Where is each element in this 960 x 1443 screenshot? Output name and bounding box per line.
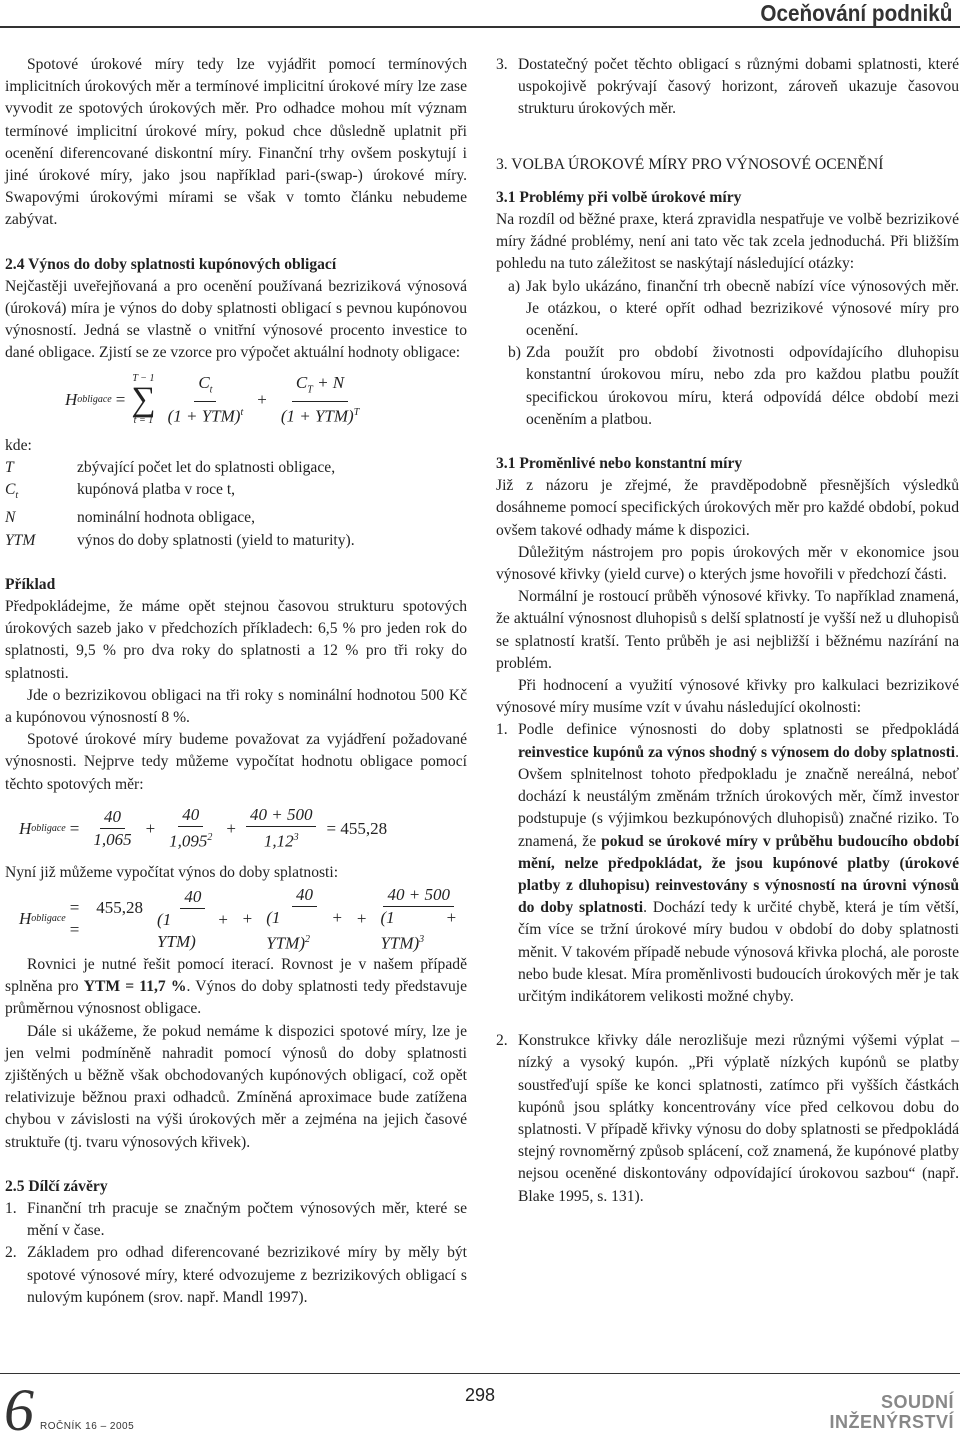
list-item: b) Zda použít pro období životnosti odpovídajícího dluhopisu konstantní úrokovou míru, nebo zda pro každou platbu použít specifickou úrokovou míru, která odpovídá délce období mezi oceněním a platbou. xyxy=(508,344,959,428)
paragraph: Spotové úrokové míry budeme považovat za vyjádření požadované výnosnosti. Nejprve tedy můžeme vypočítat hodnotu obligace pomocí těchto spotových měr: xyxy=(5,731,467,793)
fraction: $\frac{40 + 500}{1,12^3}$ xyxy=(246,804,316,853)
paragraph: Dále si ukážeme, že pokud nemáme k dispozici spotové míry, lze je jen velmi podmíněně nahradit pomocí výnosů do doby splatnosti zjištěných u běžně však obchodovaných kupónových obligací, což opět relativizuje běžnou praxi odhadců. Zmíněná aproximace bude zatížena chybou v závislosti na výši úrokových měr a zejména na jejich časové struktuře (tj. tvaru výnosových křivek). xyxy=(5,1022,467,1151)
fraction: $\frac{40 + 500}{(1 + YTM)^3}$ xyxy=(380,884,458,953)
volume-label: ROČNÍK 16 – 2005 xyxy=(40,1421,135,1432)
journal-logo: 6 xyxy=(4,1377,34,1443)
fraction: $\frac{C_t}{(1 + YTM)^t}$ xyxy=(167,372,244,426)
paragraph: Předpokládejme, že máme opět stejnou časovou strukturu spotových úrokových sazeb jako v předchozích příkladech: 6,5 % pro jeden rok do splatnosti, 9,5 % pro dva roky do splatnosti a 12 % pro tři roky do splatnosti. xyxy=(5,597,467,682)
chapter-heading-3: 3. VOLBA ÚROKOVÉ MÍRY PRO VÝNOSOVÉ OCENĚNÍ xyxy=(496,155,884,173)
list-item: 1. Podle definice výnosnosti do doby splatnosti se předpokládá reinvestice kupónů za výnos shodný s výnosem do doby splatnosti. Ovšem splnitelnost tohoto předpokladu je značně nereálná, neboť dochází k neustálým změnám tržních úrokových měr, čímž investor podstupuje (s výjimkou bezkupónových dluhopisů) značné riziko. To znamená, že pokud se úrokové míry v průběhu budoucího období mění, nelze předpokládat, že jsou kupónové platby (úrokové platby z dluhopisu) reinvestovány s výnosností na úrovni výnosů do doby splatnosti. Dochází tedy k určité chybě, která je tím větší, čím více se tržní úrokové míry budou v období do doby splatnosti měnit. V takovém případě nebude výnosová křivka plochá, ale poroste nebo bude klesat. Míra proměnlivosti budoucích úrokových měr je tak určitým indikátorem velikosti možné chyby. xyxy=(496,721,959,1005)
list-item: 1. Finanční trh pracuje se značným počtem výnosových měr, které se mění v čase. xyxy=(5,1200,467,1240)
paragraph: Normální je rostoucí průběh výnosové křivky. To například znamená, že aktuální výnosnost dluhopisů s delší splatností je vyšší než u dluhopisů se splatností kratší. Tento průběh je asi nejbližší i běžnému nazírání na problém. xyxy=(496,588,959,672)
example-heading: Příklad xyxy=(5,575,56,593)
list-item: 3. Dostatečný počet těchto obligací s různými dobami splatnosti, které uspokojivě pokrývají časový horizont, zároveň ukazuje časovou strukturu úrokových měr. xyxy=(496,56,959,118)
paragraph: Nyní již můžeme vypočítat výnos do doby splatnosti: xyxy=(5,863,339,881)
paragraph: Důležitým nástrojem pro popis úrokových měr v ekonomice jsou výnosové křivky (yield curve) o kterých jsme hovořili v předchozí části. xyxy=(496,543,959,584)
section-heading-3-1: 3.1 Problémy při volbě úrokové míry xyxy=(496,188,742,206)
section-heading-2-5: 2.5 Dílčí závěry xyxy=(5,1177,108,1195)
left-column xyxy=(5,54,467,1309)
fraction: $\frac{40}{(1 + YTM)^2}$ xyxy=(266,884,343,953)
fraction: $\frac{40}{1,095^2}$ xyxy=(169,805,213,852)
list-item: 2. Základem pro odhad diferencované bezrizikové míry by měly být spotové výnosové míry, které odvozujeme z bezrizikových obligací s nulovým kupónem (srov. např. Mandl 1997). xyxy=(5,1244,467,1306)
fraction: $\frac{40}{\text{(1 + YTM)}}$ xyxy=(157,886,229,951)
fraction: $\frac{40}{1,065}$ xyxy=(93,807,132,850)
list-item: 2. Konstrukce křivky dále nerozlišuje mezi různými výšemi výplat – nízký a vysoký kupón. „Při výplatě nízkých kupónů se platby soustřeďují spíše ke konci splatnosti, zatímco při vyšších částkách kupónů jsou splátky koncentrovány více před celkovou dobu do splatnosti. V případě křivky výnosu do doby splatnosti se předpokládá stejný rovnoměrný způsob splácení, což znamená, že kupónové platby nejsou oceněné diskontovány odpovídající úrokovou sazbou“ (např. Blake 1995, s. 131). xyxy=(496,1032,959,1205)
paragraph: Již z názoru je zřejmé, že pravděpodobně přesnějších výsledků dosáhneme pomocí specifických úrokových měr pro každé období, pokud ovšem takové odhady máme k dispozici. xyxy=(496,477,959,539)
page-number: 298 xyxy=(464,1385,496,1405)
paragraph: Nejčastěji uveřejňovaná a pro ocenění používaná bezriziková výnosová (úroková) míra je výnos do doby splatnosti obligací s pevnou kupónovou výnosností. Jedná se vlastně o vnitřní výnosové procento investice to dané obligace. Zjistí se ze vzorce pro výpočet aktuální hodnoty obligace: xyxy=(5,277,467,362)
formula-bond-value: H obligace = T − 1 ∑ t = 1 $\frac{C_t}{(1 + YTM)^t}$ + $\frac{C_T + N}{(1 + YTM)^T}$ xyxy=(5,365,467,435)
formula-bond-value-spot: H obligace = $\frac{40}{1,065}$ + $\frac{40}{1,095^2}$ + $\frac{40 + 500}{1,12^3}$ = 455,28 xyxy=(19,805,388,852)
formula-ytm: H obligace = 455,28 = $\frac{40}{\text{(1 + YTM)}}$ + $\frac{40}{(1 + YTM)^2}$ + $\frac{40 + 500}{(1 + YTM)^3}$ xyxy=(5,884,467,954)
section-heading-2-4: 2.4 Výnos do doby splatnosti kupónových obligací xyxy=(5,255,337,273)
header-rule xyxy=(0,26,960,28)
journal-brand: SOUDNÍ INŽENÝRSTVÍ xyxy=(829,1392,954,1432)
running-header: Oceňování podniků xyxy=(759,0,952,26)
section-heading-3-1b: 3.1 Proměnlivé nebo konstantní míry xyxy=(496,455,743,473)
right-column xyxy=(496,54,959,1208)
paragraph: Spotové úrokové míry tedy lze vyjádřit pomocí termínových implicitních úrokových měr a termínové implicitní úrokové míry lze zase vyvodit ze spotových úrokových měr. Pro odhadce mohou mít význam termínové implicitní úrokové míry, pokud chce důsledně uplatnit při ocenění diferencované diskontní míry. Finanční trhy ovšem poskytují i jiné úrokové míry, jako jsou například pari-(swap-) úrokové míry. Swapovými úrokovými mírami se však v tomto článku nebudeme zabývat. xyxy=(5,56,467,229)
footer-rule xyxy=(0,1373,960,1374)
fraction: $\frac{C_T + N}{(1 + YTM)^T}$ xyxy=(280,372,360,426)
list-item: a) Jak bylo ukázáno, finanční trh obecně nabízí více výnosových měr. Je otázkou, o které opřít odhad bezrizikové výnosové míry pro ocenění. xyxy=(508,277,959,340)
paragraph: Jde o bezrizikovou obligaci na tři roky s nominální hodnotou 500 Kč a kupónovou výnosností 8 %. xyxy=(5,686,467,726)
sum-symbol: T − 1 ∑ t = 1 xyxy=(131,372,156,426)
where-label: kde: xyxy=(5,436,32,454)
definitions-list: T zbývající počet let do splatnosti obligace, $C_t$ kupónová platba v roce t, N nominální hodnota obligace, YTM výnos do doby splatnosti (yield to maturity). xyxy=(5,458,355,549)
paragraph: Na rozdíl od běžné praxe, která zpravidla nespatřuje ve volbě bezrizikové míry žádné problémy, není ani tato věc tak zcela jednoduchá. Při bližším pohledu na tuto záležitost se naskýtají následující otázky: xyxy=(496,211,959,273)
paragraph: Při hodnocení a využití výnosové křivky pro kalkulaci bezrizikové výnosové míry musíme vzít v úvahu následující okolnosti: xyxy=(496,677,959,717)
paragraph: Rovnici je nutné řešit pomocí iterací. Rovnost je v našem případě splněna pro YTM = 11,7 %. Výnos do doby splatnosti tedy představuje průměrnou výnosnost obligace. xyxy=(5,956,468,1018)
